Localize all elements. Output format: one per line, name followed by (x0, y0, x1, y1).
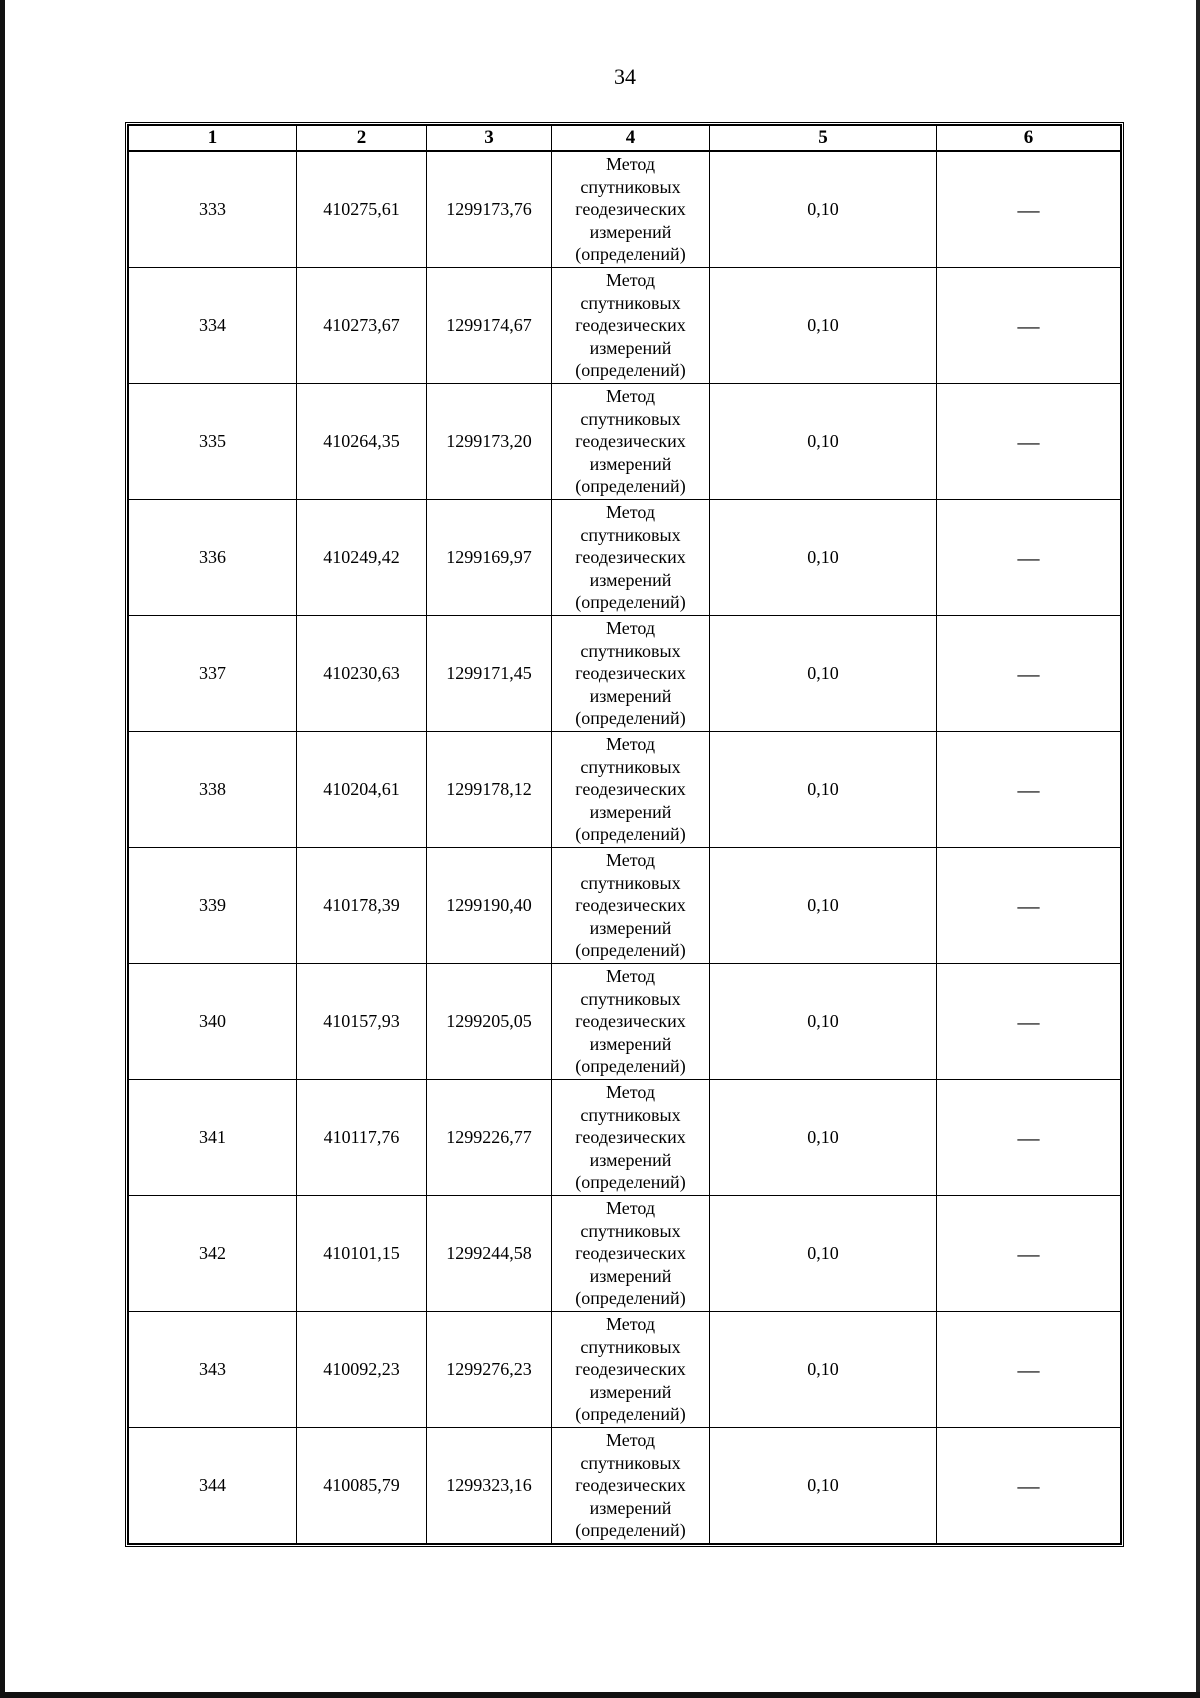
method-line: геодезических (575, 779, 686, 800)
note-cell: — (937, 616, 1121, 732)
column-header: 4 (552, 126, 710, 152)
method-line: измерений (589, 801, 672, 822)
y-coordinate-cell: 1299173,20 (427, 384, 552, 500)
note-cell: — (937, 384, 1121, 500)
column-header: 3 (427, 126, 552, 152)
method-line: геодезических (575, 1359, 686, 1380)
point-number-cell: 340 (129, 964, 297, 1080)
method-cell (552, 268, 710, 384)
method-line: (определений) (575, 592, 686, 613)
method-cell (552, 964, 710, 1080)
method-cell (552, 848, 710, 964)
x-coordinate-cell: 410230,63 (297, 616, 427, 732)
x-coordinate-cell: 410178,39 (297, 848, 427, 964)
note-cell: — (937, 1312, 1121, 1428)
coordinates-table (128, 125, 1121, 1544)
method-line: геодезических (575, 199, 686, 220)
accuracy-cell: 0,10 (710, 151, 937, 268)
accuracy-cell: 0,10 (710, 268, 937, 384)
point-number-cell: 337 (129, 616, 297, 732)
method-cell (552, 732, 710, 848)
method-line: (определений) (575, 1288, 686, 1309)
note-cell: — (937, 1196, 1121, 1312)
point-number-cell: 335 (129, 384, 297, 500)
method-line: Метод (605, 154, 656, 175)
column-header: 2 (297, 126, 427, 152)
table-row (129, 151, 1121, 268)
y-coordinate-cell: 1299205,05 (427, 964, 552, 1080)
method-line: (определений) (575, 940, 686, 961)
method-line: геодезических (575, 315, 686, 336)
x-coordinate-cell: 410264,35 (297, 384, 427, 500)
y-coordinate-cell: 1299226,77 (427, 1080, 552, 1196)
method-line: Метод (605, 850, 656, 871)
note-cell: — (937, 732, 1121, 848)
x-coordinate-cell: 410275,61 (297, 151, 427, 268)
x-coordinate-cell: 410157,93 (297, 964, 427, 1080)
method-line: измерений (589, 1265, 672, 1286)
point-number-cell: 339 (129, 848, 297, 964)
method-cell (552, 151, 710, 268)
method-line: геодезических (575, 1475, 686, 1496)
column-header: 5 (710, 126, 937, 152)
page-number: 34 (614, 64, 636, 89)
method-line: спутниковых (580, 756, 681, 777)
method-line: спутниковых (580, 176, 681, 197)
accuracy-cell: 0,10 (710, 1312, 937, 1428)
method-line: спутниковых (580, 1220, 681, 1241)
method-cell (552, 1080, 710, 1196)
method-line: Метод (605, 270, 656, 291)
column-header: 1 (129, 126, 297, 152)
method-line: геодезических (575, 663, 686, 684)
method-line: (определений) (575, 1404, 686, 1425)
note-cell: — (937, 1428, 1121, 1544)
table-row (129, 1428, 1121, 1544)
accuracy-cell: 0,10 (710, 732, 937, 848)
method-line: (определений) (575, 1172, 686, 1193)
table-row (129, 1312, 1121, 1428)
method-line: (определений) (575, 1056, 686, 1077)
method-cell (552, 1196, 710, 1312)
method-line: измерений (589, 1033, 672, 1054)
method-line: Метод (605, 1314, 656, 1335)
accuracy-cell: 0,10 (710, 964, 937, 1080)
method-line: геодезических (575, 1011, 686, 1032)
y-coordinate-cell: 1299190,40 (427, 848, 552, 964)
method-line: спутниковых (580, 524, 681, 545)
table-body (129, 151, 1121, 1544)
method-line: спутниковых (580, 988, 681, 1009)
method-line: Метод (605, 966, 656, 987)
method-line: Метод (605, 502, 656, 523)
point-number-cell: 342 (129, 1196, 297, 1312)
y-coordinate-cell: 1299173,76 (427, 151, 552, 268)
column-header: 6 (937, 126, 1121, 152)
x-coordinate-cell: 410273,67 (297, 268, 427, 384)
method-line: Метод (605, 1198, 656, 1219)
table-row (129, 732, 1121, 848)
method-line: спутниковых (580, 1452, 681, 1473)
table-row (129, 384, 1121, 500)
scan-edge-bottom (0, 1692, 1200, 1698)
method-line: измерений (589, 1149, 672, 1170)
method-line: геодезических (575, 895, 686, 916)
point-number-cell: 333 (129, 151, 297, 268)
point-number-cell: 334 (129, 268, 297, 384)
table-row (129, 964, 1121, 1080)
method-cell (552, 384, 710, 500)
y-coordinate-cell: 1299323,16 (427, 1428, 552, 1544)
x-coordinate-cell: 410249,42 (297, 500, 427, 616)
accuracy-cell: 0,10 (710, 384, 937, 500)
method-line: измерений (589, 685, 672, 706)
note-cell: — (937, 268, 1121, 384)
method-line: геодезических (575, 547, 686, 568)
method-line: измерений (589, 453, 672, 474)
table-row (129, 1080, 1121, 1196)
accuracy-cell: 0,10 (710, 1196, 937, 1312)
method-line: геодезических (575, 1127, 686, 1148)
x-coordinate-cell: 410101,15 (297, 1196, 427, 1312)
point-number-cell: 341 (129, 1080, 297, 1196)
method-line: спутниковых (580, 872, 681, 893)
point-number-cell: 338 (129, 732, 297, 848)
y-coordinate-cell: 1299169,97 (427, 500, 552, 616)
method-line: измерений (589, 917, 672, 938)
note-cell: — (937, 500, 1121, 616)
method-line: (определений) (575, 708, 686, 729)
method-line: измерений (589, 1381, 672, 1402)
method-line: Метод (605, 734, 656, 755)
accuracy-cell: 0,10 (710, 848, 937, 964)
accuracy-cell: 0,10 (710, 1080, 937, 1196)
method-line: спутниковых (580, 1336, 681, 1357)
y-coordinate-cell: 1299276,23 (427, 1312, 552, 1428)
note-cell: — (937, 1080, 1121, 1196)
point-number-cell: 336 (129, 500, 297, 616)
table-row (129, 1196, 1121, 1312)
scan-edge-left (0, 0, 5, 1698)
point-number-cell: 344 (129, 1428, 297, 1544)
method-line: Метод (605, 618, 656, 639)
scan-edge-right (1196, 0, 1200, 1698)
y-coordinate-cell: 1299244,58 (427, 1196, 552, 1312)
method-line: геодезических (575, 431, 686, 452)
method-line: спутниковых (580, 292, 681, 313)
method-line: (определений) (575, 1520, 686, 1541)
accuracy-cell: 0,10 (710, 616, 937, 732)
method-line: измерений (589, 1497, 672, 1518)
table-row (129, 616, 1121, 732)
y-coordinate-cell: 1299171,45 (427, 616, 552, 732)
x-coordinate-cell: 410085,79 (297, 1428, 427, 1544)
method-line: Метод (605, 386, 656, 407)
method-line: Метод (605, 1082, 656, 1103)
x-coordinate-cell: 410117,76 (297, 1080, 427, 1196)
method-cell (552, 1428, 710, 1544)
accuracy-cell: 0,10 (710, 500, 937, 616)
method-cell (552, 500, 710, 616)
method-line: измерений (589, 569, 672, 590)
note-cell: — (937, 964, 1121, 1080)
method-line: спутниковых (580, 408, 681, 429)
note-cell: — (937, 848, 1121, 964)
method-line: (определений) (575, 244, 686, 265)
method-line: (определений) (575, 476, 686, 497)
method-line: Метод (605, 1430, 656, 1451)
table-row (129, 268, 1121, 384)
coordinates-table-frame (125, 122, 1124, 1547)
method-line: измерений (589, 337, 672, 358)
y-coordinate-cell: 1299174,67 (427, 268, 552, 384)
table-row (129, 500, 1121, 616)
point-number-cell: 343 (129, 1312, 297, 1428)
x-coordinate-cell: 410092,23 (297, 1312, 427, 1428)
method-cell (552, 616, 710, 732)
method-line: спутниковых (580, 1104, 681, 1125)
method-line: спутниковых (580, 640, 681, 661)
table-header-row (129, 126, 1121, 152)
y-coordinate-cell: 1299178,12 (427, 732, 552, 848)
table-row (129, 848, 1121, 964)
method-line: измерений (589, 221, 672, 242)
method-line: (определений) (575, 824, 686, 845)
x-coordinate-cell: 410204,61 (297, 732, 427, 848)
method-cell (552, 1312, 710, 1428)
note-cell: — (937, 151, 1121, 268)
method-line: геодезических (575, 1243, 686, 1264)
accuracy-cell: 0,10 (710, 1428, 937, 1544)
method-line: (определений) (575, 360, 686, 381)
